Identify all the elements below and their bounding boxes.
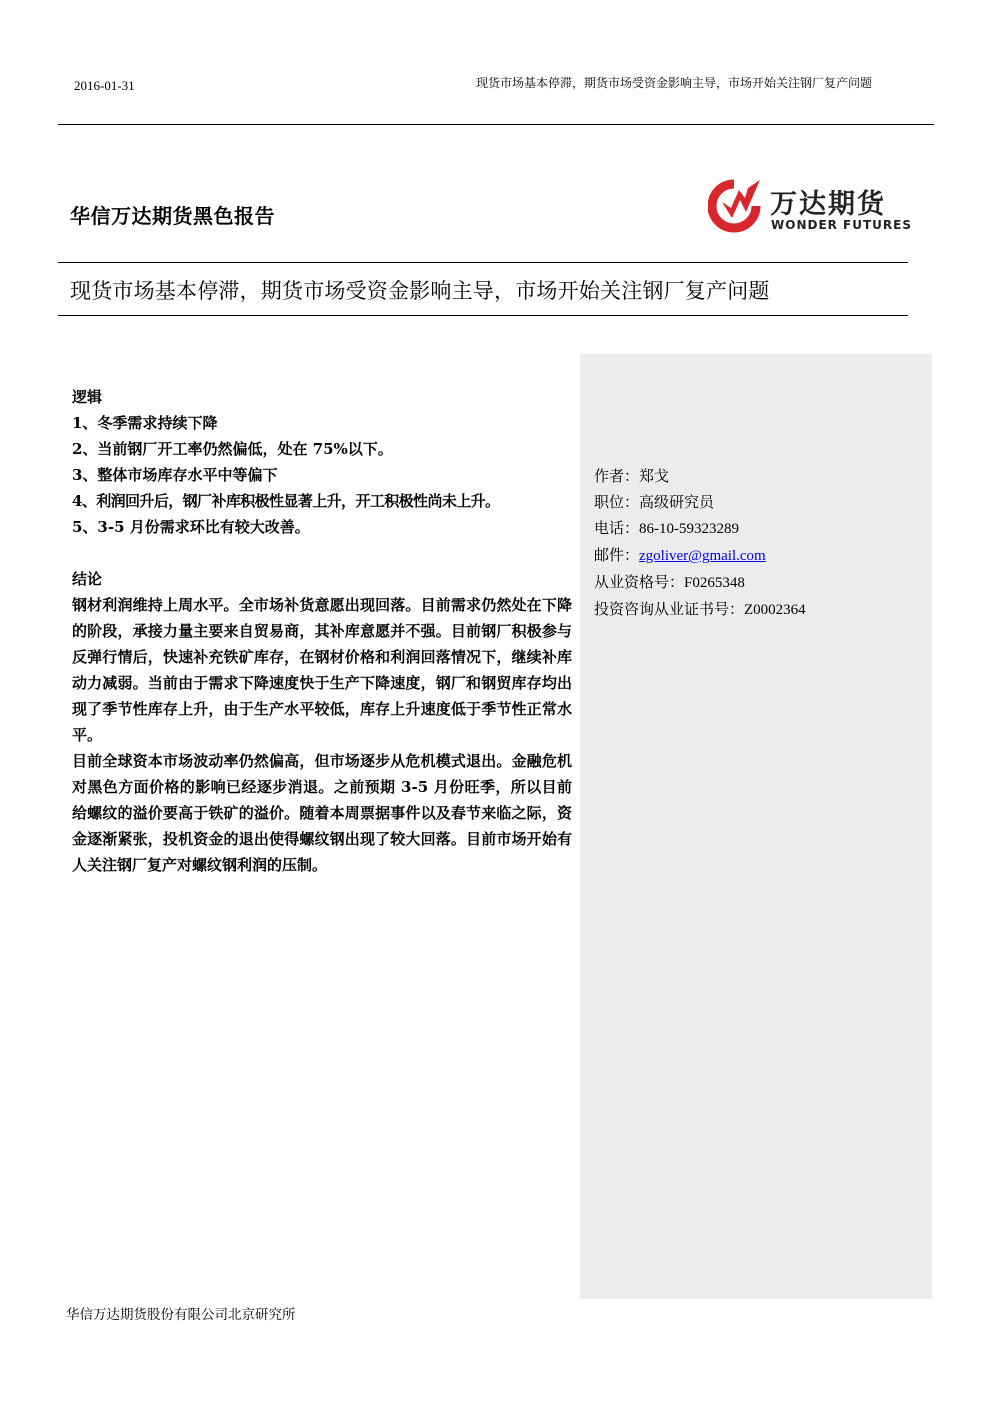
title-bottom-rule [58, 315, 908, 316]
logo-english-name: WONDER FUTURES [771, 218, 913, 232]
report-series-title: 华信万达期货黑色报告 [70, 204, 275, 228]
author-email-label: 邮件： [594, 546, 640, 564]
logic-item: 4、利润回升后，钢厂补库积极性显著上升，开工积极性尚未上升。 [72, 492, 500, 510]
author-email-row [594, 542, 806, 569]
wonder-futures-logo-icon [708, 178, 766, 234]
logic-item: 3、整体市场库存水平中等偏下 [72, 466, 278, 484]
author-phone-label: 电话： [594, 519, 640, 537]
author-advisory: Z0002364 [744, 602, 806, 618]
author-advisory-row [594, 596, 806, 623]
author-phone-row [594, 515, 806, 542]
logic-heading: 逻辑 [72, 388, 103, 406]
author-name-label: 作者： [594, 467, 640, 485]
logo-chinese-name: 万达期货 [770, 189, 886, 220]
conclusion-paragraph: 目前全球资本市场波动率仍然偏高，但市场逐步从危机模式退出。金融危机对黑色方面价格的影响已经逐步消退。之前预期 3-5 月份旺季，所以目前给螺纹的溢价要高于铁矿的溢价。随着本周票据事件以及春节来临之际，资金逐渐紧张，投机资金的退出使得螺纹钢出现了较大回落。目前市场开始有人关注钢厂复产对螺纹钢利润的压制。 [72, 752, 572, 874]
author-advisory-label: 投资咨询从业证书号： [594, 600, 745, 618]
author-qualification: F0265348 [684, 575, 745, 591]
title-top-rule [58, 262, 908, 263]
header-date: 2016-01-31 [74, 78, 135, 93]
logic-item: 2、当前钢厂开工率仍然偏低，处在 75%以下。 [72, 440, 393, 458]
footer-company: 华信万达期货股份有限公司北京研究所 [66, 1307, 296, 1323]
author-position-row [594, 489, 806, 515]
author-qualification-row [594, 569, 806, 596]
section-spacer [72, 540, 572, 566]
author-phone: 86-10-59323289 [639, 521, 740, 537]
main-content [72, 384, 572, 878]
header-rule [58, 124, 934, 125]
author-qualification-label: 从业资格号： [594, 573, 685, 591]
author-position: 高级研究员 [639, 493, 715, 511]
author-email-link[interactable]: zgoliver@gmail.com [639, 548, 766, 564]
header-running-title: 现货市场基本停滞，期货市场受资金影响主导，市场开始关注钢厂复产问题 [476, 76, 873, 90]
logic-item: 1、冬季需求持续下降 [72, 414, 218, 432]
author-position-label: 职位： [594, 493, 640, 511]
conclusion-paragraph: 钢材利润维持上周水平。全市场补货意愿出现回落。目前需求仍然处在下降的阶段，承接力量主要来自贸易商，其补库意愿并不强。目前钢厂积极参与反弹行情后，快速补充铁矿库存，在钢材价格和利润回落情况下，继续补库动力减弱。当前由于需求下降速度快于生产下降速度，钢厂和钢贸库存均出现了季节性库存上升，由于生产水平较低，库存上升速度低于季节性正常水平。 [72, 596, 572, 744]
conclusion-heading: 结论 [72, 570, 103, 588]
author-name-row [594, 463, 806, 489]
logic-item: 5、3-5 月份需求环比有较大改善。 [72, 518, 310, 536]
author-info [594, 463, 806, 623]
company-logo [708, 178, 918, 234]
author-name: 郑戈 [639, 467, 670, 485]
document-title: 现货市场基本停滞，期货市场受资金影响主导，市场开始关注钢厂复产问题 [70, 279, 770, 303]
